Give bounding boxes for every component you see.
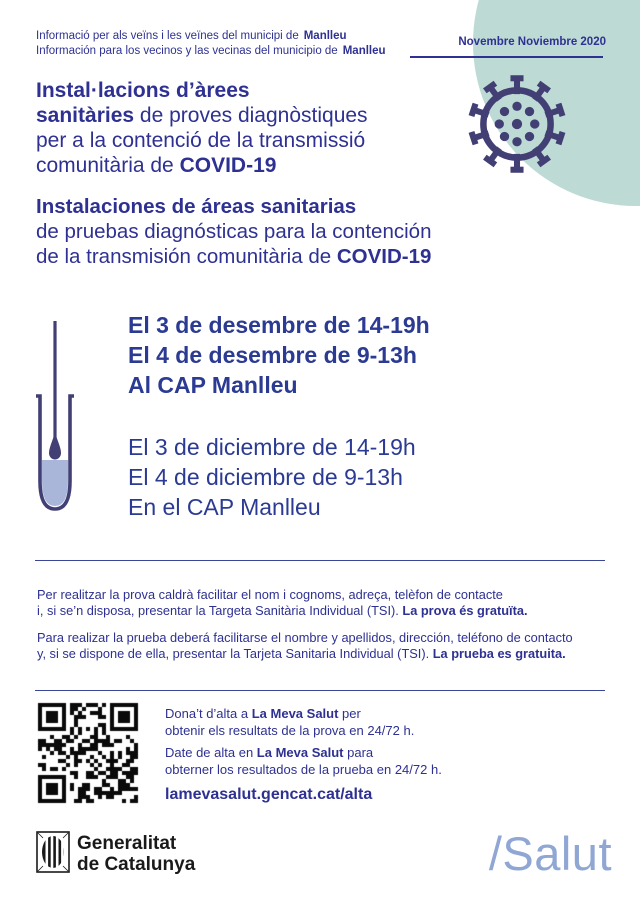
info-es-line1: Para realizar la prueba deberá facilitarse el nombre y apellidos, dirección, teléfono de contacto [37, 630, 573, 645]
title-es-line2: de pruebas diagnósticas para la contención [36, 220, 432, 243]
schedule-ca-place: Al CAP Manlleu [128, 372, 298, 398]
info-es-free-note: La prueba es gratuita. [432, 645, 566, 661]
schedule-ca-date1: El 3 de desembre de 14-19h [128, 312, 430, 338]
title-es-line3 [36, 244, 431, 269]
signup-section [165, 706, 442, 804]
signup-ca-suffix: per [338, 706, 361, 721]
qr-code [36, 701, 140, 805]
title-spanish [36, 194, 431, 269]
generalitat-logo-icon [36, 831, 70, 873]
info-es-line2: y, si se dispone de ella, presentar la Tarjeta Sanitaria Individual (TSI). [37, 645, 433, 661]
schedule-es-place: En el CAP Manlleu [128, 494, 321, 520]
audience-note-ca [36, 29, 386, 44]
title-ca-line2 [36, 103, 368, 128]
audience-note-ca-text: Informació per als veïns i les veïnes del municipi de [36, 30, 299, 42]
title-ca-prefix4: comunitària de [36, 154, 180, 177]
divider-bottom [35, 690, 605, 691]
signup-url-link[interactable]: lamevasalut.gencat.cat/alta [165, 786, 373, 803]
info-ca-line1: Per realitzar la prova caldrà facilitar el nom i cognoms, adreça, telèfon de contacte [37, 587, 503, 602]
info-paragraph-spanish [37, 630, 612, 661]
signup-ca-app-name: La Meva Salut [251, 706, 339, 721]
title-ca-line1 [36, 78, 368, 103]
signup-es-line2: obterner los resultados de la prueba en 24/72 h. [165, 761, 442, 777]
audience-note-es [36, 44, 386, 59]
divider-top [35, 560, 605, 561]
info-paragraph-catalan [37, 587, 612, 618]
title-ca-bold2: sanitàries [36, 104, 135, 127]
schedule-es-date1: El 3 de diciembre de 14-19h [128, 434, 416, 460]
title-ca-covid: COVID-19 [179, 154, 277, 177]
title-catalan [36, 78, 368, 178]
title-ca-rest2: de proves diagnòstiques [134, 104, 368, 127]
title-ca-line4 [36, 153, 368, 178]
info-ca-free-note: La prova és gratuïta. [402, 602, 528, 618]
generalitat-wordmark [77, 833, 195, 875]
swab-test-tube-icon [30, 313, 80, 518]
month-badge: Novembre Noviembre 2020 [458, 36, 606, 48]
municipality-name-es: Manlleu [342, 44, 386, 57]
signup-es-app-name: La Meva Salut [256, 745, 344, 760]
title-es-bold1: Instalaciones de áreas sanitarias [36, 195, 357, 218]
title-ca-bold1: Instal·lacions d’àrees [36, 79, 250, 102]
municipality-name-ca: Manlleu [303, 30, 347, 42]
schedule-spanish [128, 432, 416, 522]
title-es-prefix3: de la transmisión comunitària de [36, 245, 337, 268]
audience-note-es-text: Información para los vecinos y las vecinas del municipio de [36, 44, 338, 57]
signup-ca-line1 [165, 706, 442, 723]
signup-es-line1 [165, 745, 442, 762]
audience-note [36, 29, 386, 58]
signup-es-prefix: Date de alta en [165, 745, 257, 760]
generalitat-line1: Generalitat [77, 833, 177, 854]
info-ca-line2: i, si se’n disposa, presentar la Targeta Sanitària Individual (TSI). [37, 602, 403, 618]
signup-ca-prefix: Dona’t d’alta a [165, 706, 252, 721]
signup-es-suffix: para [343, 745, 374, 760]
badge-underline [410, 56, 603, 58]
schedule-ca-date2: El 4 de desembre de 9-13h [128, 342, 417, 368]
virus-icon [461, 68, 573, 180]
title-ca-line3: per a la contenció de la transmissió [36, 129, 366, 152]
generalitat-line2: de Catalunya [77, 854, 196, 875]
signup-ca-line2: obtenir els resultats de la prova en 24/72 h. [165, 722, 415, 738]
title-es-covid: COVID-19 [336, 245, 432, 268]
title-es-line1 [36, 194, 431, 219]
schedule-catalan [128, 310, 430, 400]
schedule-es-date2: El 4 de diciembre de 9-13h [128, 464, 403, 490]
salut-brand: /Salut [488, 827, 612, 880]
